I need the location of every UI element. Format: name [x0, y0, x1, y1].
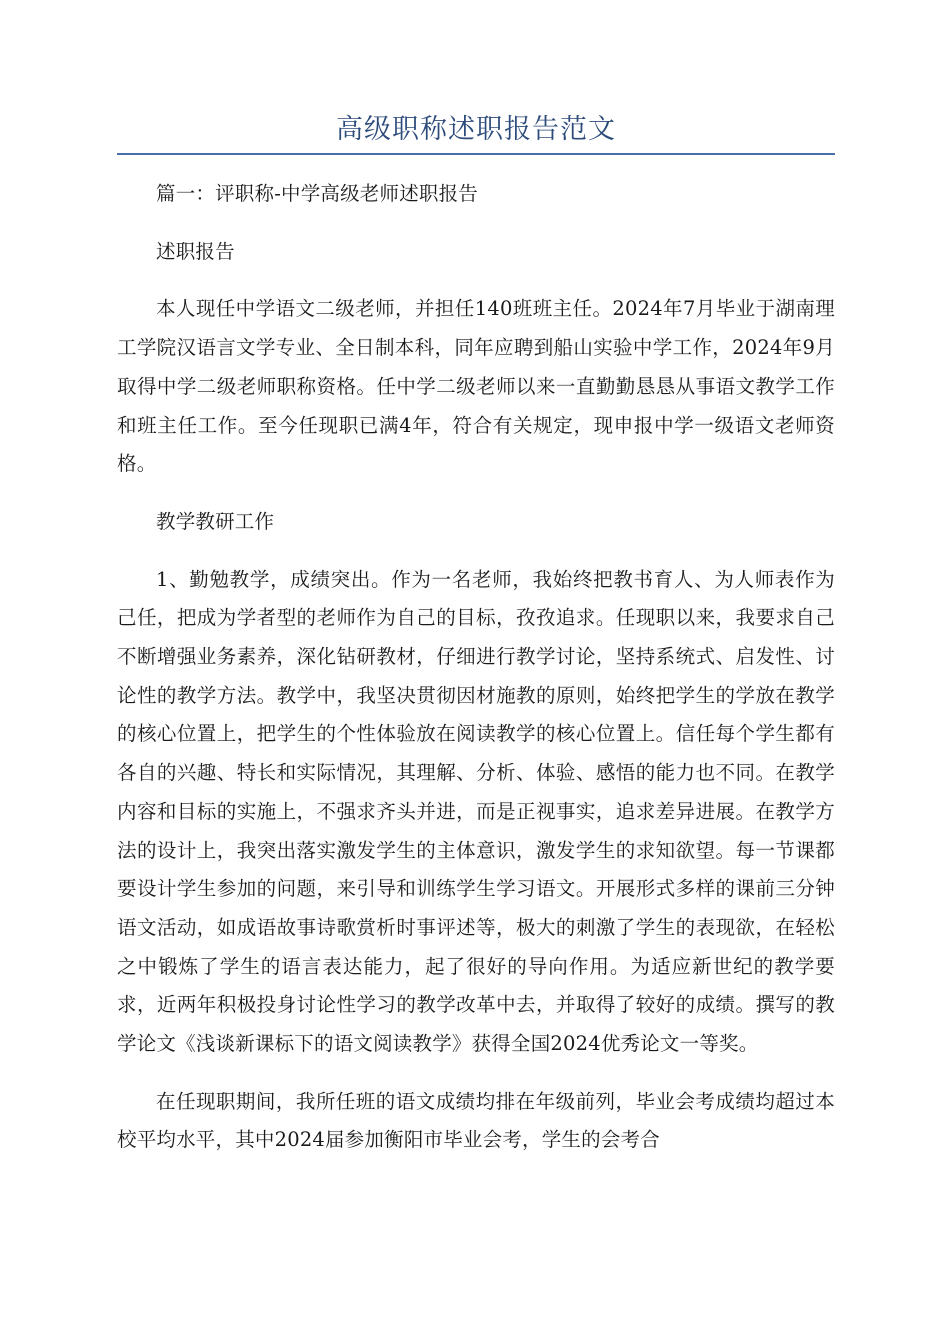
results-paragraph: 在任现职期间，我所任班的语文成绩均排在年级前列，毕业会考成绩均超过本校平均水平，其中2024届参加衡阳市毕业会考，学生的会考合	[117, 1089, 835, 1152]
intro-paragraph: 本人现任中学语文二级老师，并担任140班班主任。2024年7月毕业于湖南理工学院汉语言文学专业、全日制本科，同年应聘到船山实验中学工作，2024年9月取得中学二级老师职称资格。任中学二级老师以来一直勤勤恳恳从事语文教学工作和班主任工作。至今任现职已满4年，符合有关规定，现申报中学一级语文老师资格。	[117, 297, 835, 476]
title-underline	[117, 153, 835, 155]
section-heading-teaching: 教学教研工作	[156, 509, 275, 533]
document-title: 高级职称述职报告范文	[336, 114, 616, 145]
document-body	[117, 175, 835, 1179]
teaching-paragraph: 1、勤勉教学，成绩突出。作为一名老师，我始终把教书育人、为人师表作为己任，把成为学者型的老师作为自己的目标，孜孜追求。任现职以来，我要求自己不断增强业务素养，深化钻研教材，仔细进行教学讨论，坚持系统式、启发性、讨论性的教学方法。教学中，我坚决贯彻因材施教的原则，始终把学生的学放在教学的核心位置上，把学生的个性体验放在阅读教学的核心位置上。信任每个学生都有各自的兴趣、特长和实际情况，其理解、分析、体验、感悟的能力也不同。在教学内容和目标的实施上，不强求齐头并进，而是正视事实，追求差异进展。在教学方法的设计上，我突出落实激发学生的主体意识，激发学生的求知欲望。每一节课都要设计学生参加的问题，来引导和训练学生学习语文。开展形式多样的课前三分钟语文活动，如成语故事诗歌赏析时事评述等，极大的刺激了学生的表现欲，在轻松之中锻炼了学生的语言表达能力，起了很好的导向作用。为适应新世纪的教学要求，近两年积极投身讨论性学习的教学改革中去，并取得了较好的成绩。撰写的教学论文《浅谈新课标下的语文阅读教学》获得全国2024优秀论文一等奖。	[117, 567, 835, 1056]
section-heading-part-one: 篇一：评职称-中学高级老师述职报告	[156, 182, 478, 205]
report-subtitle: 述职报告	[156, 239, 235, 263]
